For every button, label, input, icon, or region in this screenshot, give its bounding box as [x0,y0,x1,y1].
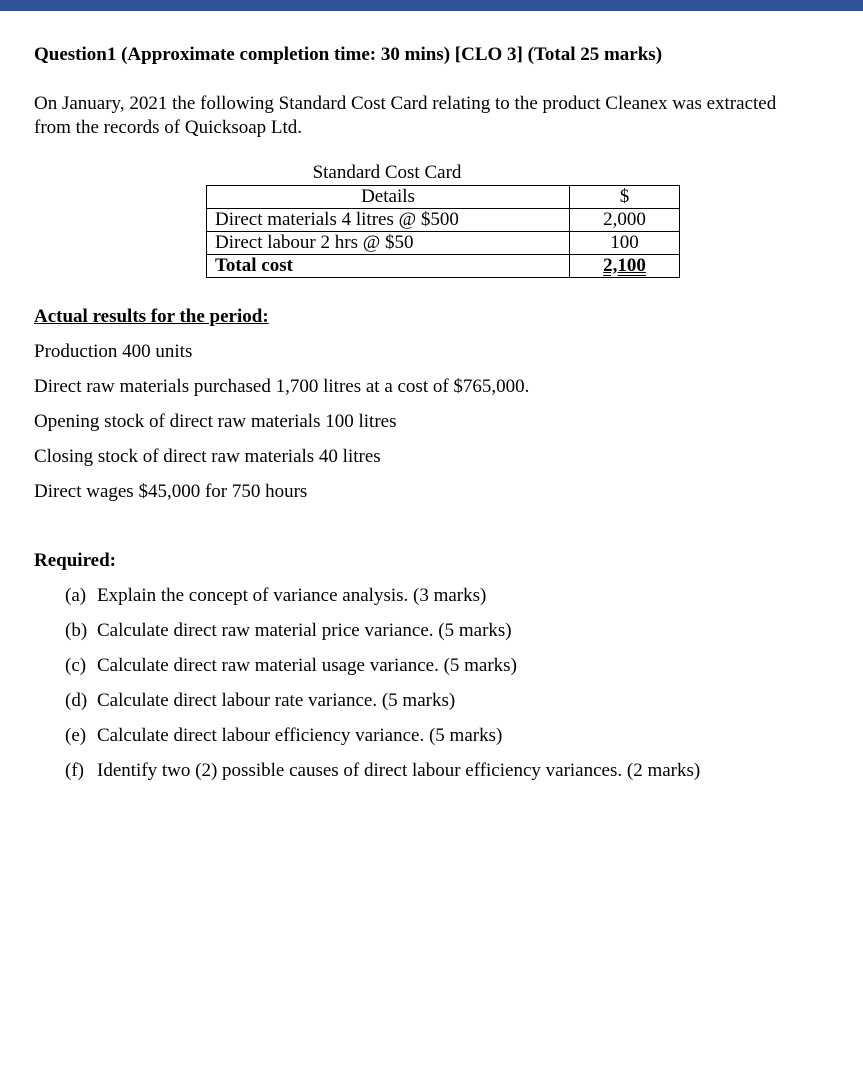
actual-result-line: Direct wages $45,000 for 750 hours [34,481,308,502]
required-item-label: (f) [65,760,84,781]
amount-column-header: $ [570,186,680,209]
required-item-label: (c) [65,655,87,676]
required-item-text: Calculate direct raw material usage variance. (5 marks) [97,655,517,676]
actual-result-line: Closing stock of direct raw materials 40 litres [34,446,381,467]
required-item [65,725,502,747]
required-item [65,620,512,642]
required-item [65,690,455,712]
row-details: Direct labour 2 hrs @ $50 [207,232,570,255]
required-item-label: (a) [65,585,87,606]
total-amount [570,255,680,278]
table-row [207,209,680,232]
total-label: Total cost [207,255,570,278]
required-item-label: (b) [65,620,88,641]
document-header-bar [0,0,863,11]
table-row [207,232,680,255]
row-details: Direct materials 4 litres @ $500 [207,209,570,232]
table-total-row [207,255,680,278]
cost-card-caption: Standard Cost Card [312,162,462,183]
required-item [65,760,700,782]
required-item [65,655,517,677]
actual-result-line: Production 400 units [34,341,193,362]
question-intro: On January, 2021 the following Standard Cost Card relating to the product Cleanex was extracted from the records of Quicksoap Ltd. [34,93,777,138]
required-item-text: Calculate direct labour rate variance. (5 marks) [97,690,456,711]
required-item-text: Calculate direct labour efficiency variance. (5 marks) [97,725,503,746]
required-item-text: Explain the concept of variance analysis. (3 marks) [97,585,487,606]
required-heading: Required: [34,550,116,571]
row-amount: 100 [570,232,680,255]
actual-result-line: Opening stock of direct raw materials 100 litres [34,411,397,432]
actual-results-heading: Actual results for the period: [34,306,269,327]
standard-cost-card-table [206,185,680,278]
required-item-text: Identify two (2) possible causes of direct labour efficiency variances. (2 marks) [97,760,701,781]
required-item [65,585,486,607]
question-title: Question1 (Approximate completion time: 30 mins) [CLO 3] (Total 25 marks) [34,44,663,65]
actual-result-line: Direct raw materials purchased 1,700 litres at a cost of $765,000. [34,376,530,397]
details-column-header: Details [207,186,570,209]
table-header-row [207,186,680,209]
required-item-label: (e) [65,725,87,746]
required-item-text: Calculate direct raw material price variance. (5 marks) [97,620,512,641]
required-item-label: (d) [65,690,88,711]
total-amount-value: 2,100 [603,255,646,276]
row-amount: 2,000 [570,209,680,232]
